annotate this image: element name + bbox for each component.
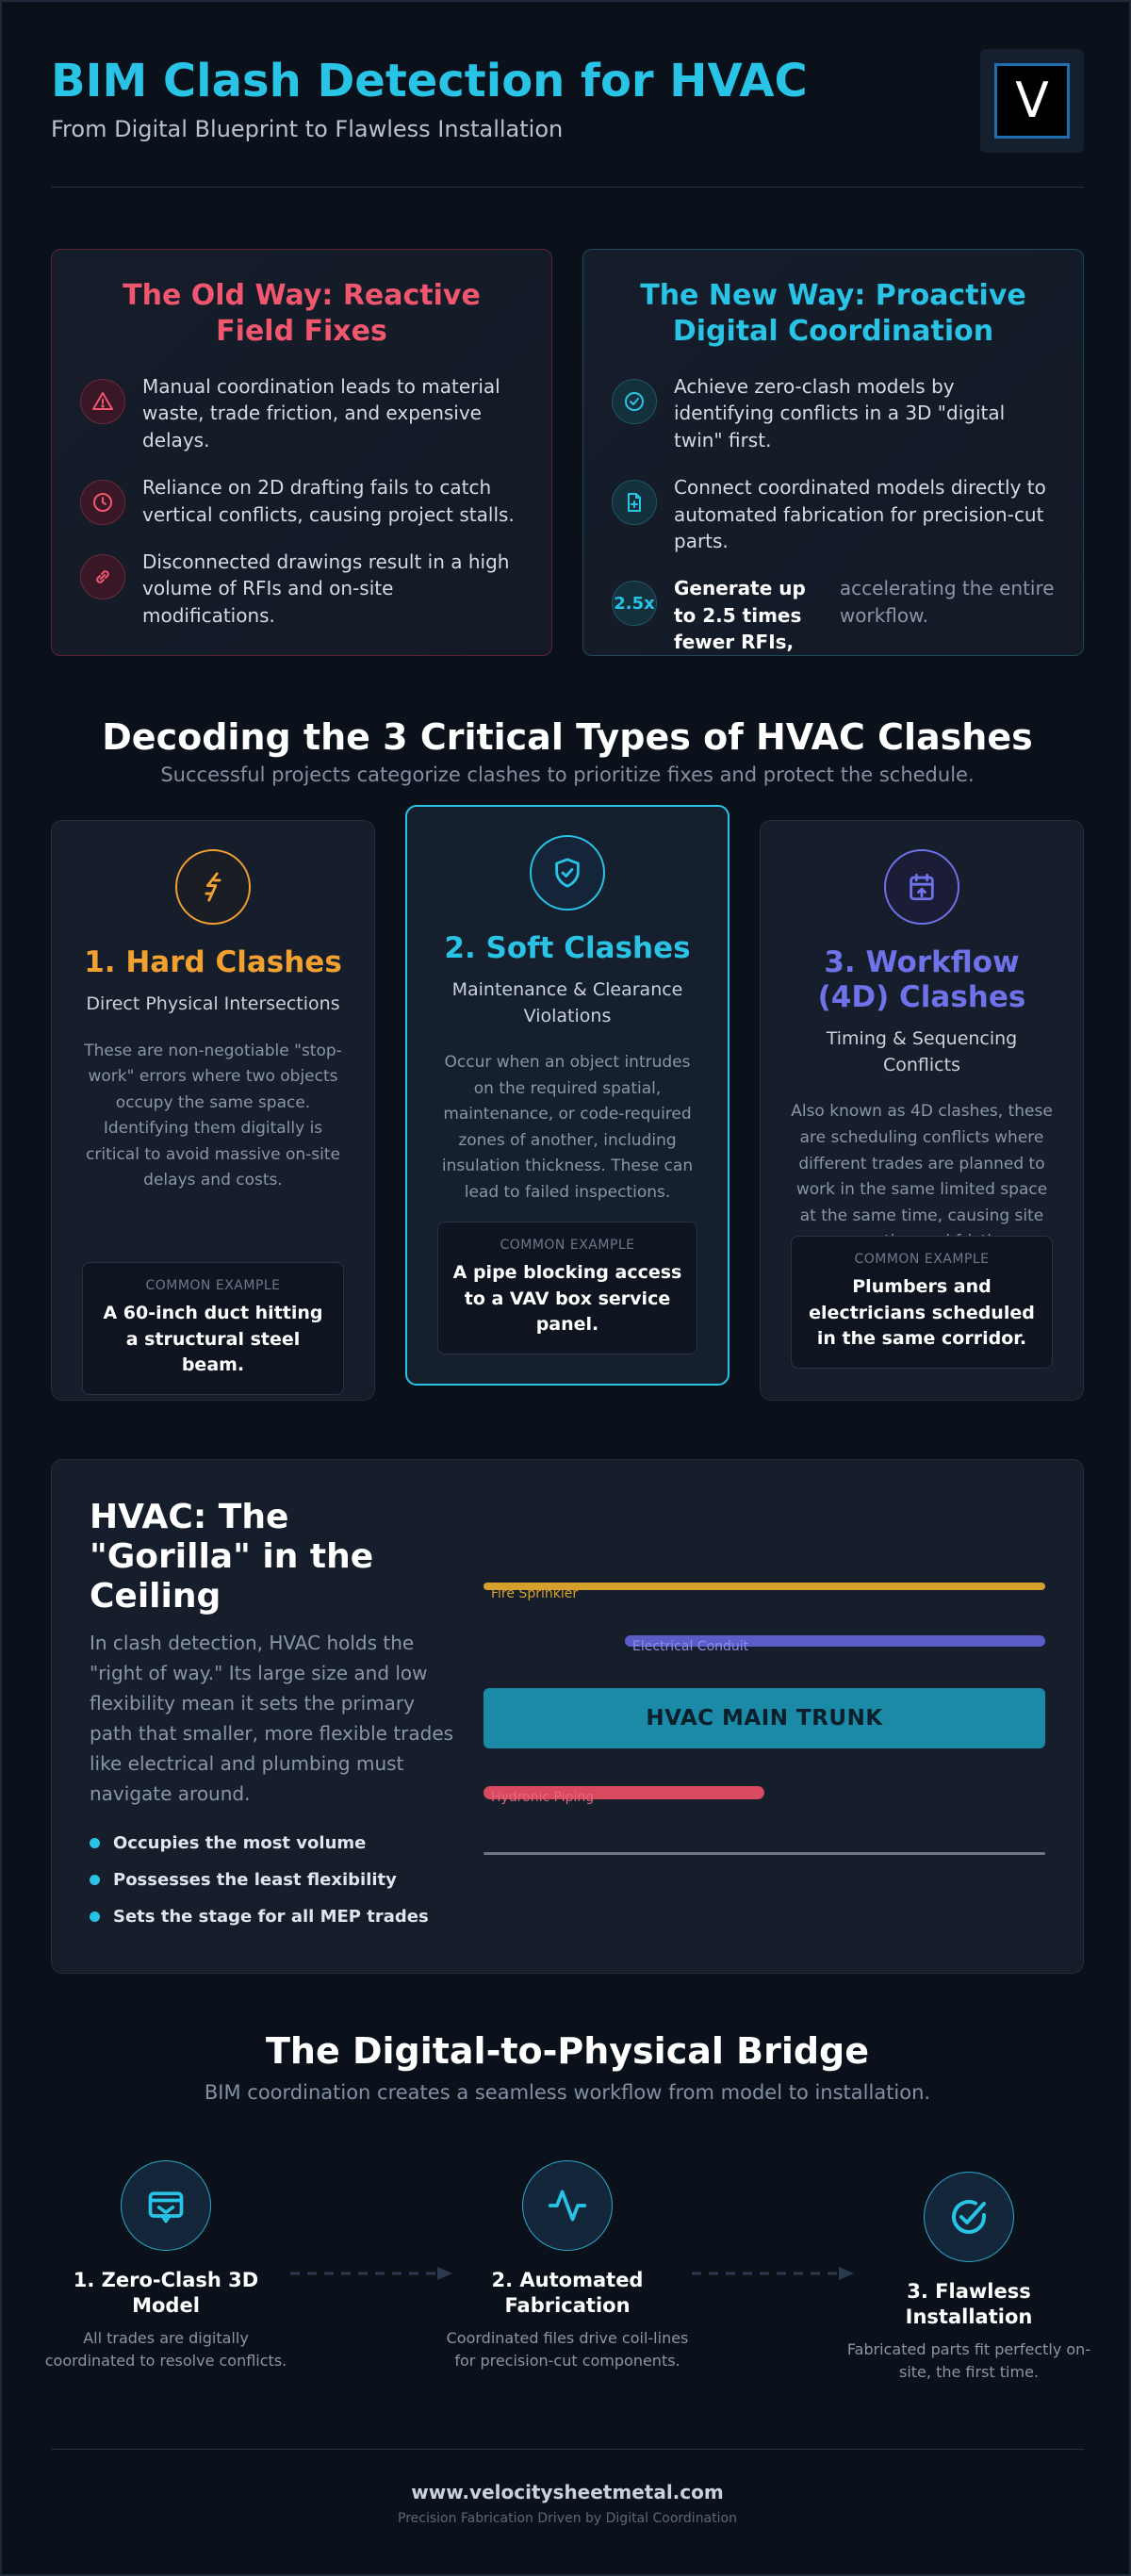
step-description: Coordinated files drive coil-lines for precision-cut components.	[446, 2328, 689, 2370]
clash-name: 3. Workflow (4D) Clashes	[817, 945, 1026, 1015]
new-way-point	[612, 373, 1055, 453]
electrical-conduit-label: Electrical Conduit	[632, 1639, 749, 1654]
clash-subtitle: Direct Physical Intersections	[86, 993, 340, 1015]
new-way-card	[582, 249, 1084, 656]
gorilla-body: In clash detection, HVAC holds the "right of way." Its large size and low flexibility mean it sets the primary path that smaller, more flexible trades like electrical and plumbing must navigate around.	[90, 1632, 454, 1805]
stat-bold-text: Generate up to 2.5 times fewer RFIs,	[674, 577, 806, 654]
check-circle-icon	[612, 379, 657, 424]
bullet-text: Sets the stage for all MEP trades	[113, 1907, 429, 1927]
activity-icon	[522, 2160, 613, 2251]
example-box	[82, 1262, 344, 1395]
old-way-point-text: Reliance on 2D drafting fails to catch vertical conflicts, causing project stalls.	[142, 476, 515, 526]
step-description: All trades are digitally coordinated to resolve conflicts.	[44, 2328, 287, 2370]
header	[51, 57, 1084, 142]
bridge-step-2	[445, 2160, 690, 2372]
calendar-icon	[884, 849, 959, 925]
bullet-text: Occupies the most volume	[113, 1833, 367, 1853]
stat-rest-text: accelerating the entire workflow.	[839, 577, 1055, 627]
clash-subtitle: Maintenance & Clearance Violations	[451, 979, 683, 1026]
bullet-item	[90, 1870, 429, 1890]
example-text: A pipe blocking access to a VAV box service panel.	[452, 1262, 682, 1336]
page-subtitle: From Digital Blueprint to Flawless Installation	[51, 115, 564, 142]
model-icon	[121, 2160, 211, 2251]
clash-section-title: Decoding the 3 Critical Types of HVAC Clashes	[102, 716, 1033, 758]
bridge-title: The Digital-to-Physical Bridge	[265, 2030, 870, 2072]
old-way-point	[80, 549, 523, 629]
new-way-stat	[612, 575, 1055, 655]
hard-clash-card	[51, 820, 375, 1401]
logo-container	[980, 49, 1084, 153]
clash-subtitle: Timing & Sequencing Conflicts	[826, 1028, 1018, 1075]
bullet-dot	[90, 1875, 100, 1885]
clash-name: 2. Soft Clashes	[444, 931, 691, 965]
workflow-clash-card	[760, 820, 1084, 1401]
example-box	[791, 1236, 1053, 1369]
new-way-title: The New Way: Proactive Digital Coordination	[640, 279, 1026, 348]
bullet-item	[90, 1833, 429, 1853]
bullet-item	[90, 1907, 429, 1927]
fire-sprinkler-label: Fire Sprinkler	[491, 1586, 579, 1601]
example-text: A 60-inch duct hitting a structural steel beam.	[103, 1303, 323, 1376]
bullet-dot	[90, 1911, 100, 1922]
check-circle-icon	[924, 2172, 1014, 2262]
clash-description: These are non-negotiable "stop-work" errors where two objects occupy the same space. Identifying them digitally is critical to avoid massive on-site delays and costs.	[84, 1041, 342, 1190]
ceiling-line	[484, 1852, 1045, 1855]
gorilla-bullets	[90, 1833, 429, 1944]
new-way-point-text: Connect coordinated models directly to automated fabrication for precision-cut parts.	[674, 476, 1046, 552]
page-title: BIM Clash Detection for HVAC	[51, 55, 808, 107]
stat-badge	[612, 581, 657, 626]
bridge-subtitle: BIM coordination creates a seamless workflow from model to installation.	[204, 2081, 931, 2104]
example-box	[437, 1222, 697, 1354]
footer-tagline: Precision Fabrication Driven by Digital Coordination	[398, 2511, 737, 2526]
step-title: 3. Flawless Installation	[905, 2280, 1033, 2329]
bullet-dot	[90, 1838, 100, 1848]
header-divider	[51, 187, 1084, 188]
file-plus-icon	[612, 480, 657, 525]
example-text: Plumbers and electricians scheduled in the same corridor.	[809, 1276, 1035, 1350]
old-way-point	[80, 373, 523, 453]
step-title: 1. Zero-Clash 3D Model	[73, 2269, 259, 2318]
footer-divider	[51, 2449, 1084, 2450]
step-description: Fabricated parts fit perfectly on-site, the first time.	[846, 2339, 1091, 2381]
clock-icon	[80, 480, 125, 525]
bridge-step-3	[846, 2172, 1091, 2384]
old-way-point	[80, 474, 523, 528]
new-way-point-text: Achieve zero-clash models by identifying conflicts in a 3D "digital twin" first.	[674, 375, 1006, 451]
hvac-gorilla-panel	[51, 1459, 1084, 1974]
example-label: COMMON EXAMPLE	[854, 1252, 990, 1267]
shield-check-icon	[530, 835, 605, 911]
example-label: COMMON EXAMPLE	[500, 1238, 635, 1253]
clash-section-subtitle: Successful projects categorize clashes to prioritize fixes and protect the schedule.	[160, 763, 975, 786]
lightning-icon	[175, 849, 251, 925]
gorilla-title: HVAC: The "Gorilla" in the Ceiling	[90, 1498, 374, 1616]
arrow-right-icon	[288, 2264, 454, 2283]
warning-icon	[80, 379, 125, 424]
trunk-label: HVAC MAIN TRUNK	[646, 1706, 883, 1731]
link-icon	[80, 554, 125, 599]
example-label: COMMON EXAMPLE	[145, 1278, 281, 1293]
old-way-title: The Old Way: Reactive Field Fixes	[123, 279, 481, 348]
bullet-text: Possesses the least flexibility	[113, 1870, 397, 1890]
hvac-main-trunk	[484, 1688, 1045, 1748]
clash-description: Occur when an object intrudes on the required spatial, maintenance, or code-required zones of another, including insulation thickness. These can lead to failed inspections.	[441, 1053, 694, 1202]
clash-name: 1. Hard Clashes	[84, 945, 342, 979]
footer-url[interactable]: www.velocitysheetmetal.com	[411, 2481, 724, 2503]
stat-value: 2.5x	[614, 593, 655, 614]
soft-clash-card	[405, 805, 729, 1386]
bridge-step-1	[43, 2160, 288, 2372]
old-way-card	[51, 249, 552, 656]
step-title: 2. Automated Fabrication	[491, 2269, 644, 2318]
old-way-point-text: Manual coordination leads to material waste, trade friction, and expensive delays.	[142, 375, 500, 451]
clash-description: Also known as 4D clashes, these are scheduling conflicts where different trades are planned to work in the same limited space at the same time, causing site	[791, 1102, 1053, 1225]
hydronic-piping-label: Hydronic Piping	[491, 1790, 595, 1805]
logo: V	[994, 63, 1070, 139]
arrow-right-icon	[690, 2264, 856, 2283]
old-way-point-text: Disconnected drawings result in a high volume of RFIs and on-site modifications.	[142, 550, 510, 627]
new-way-point	[612, 474, 1055, 554]
